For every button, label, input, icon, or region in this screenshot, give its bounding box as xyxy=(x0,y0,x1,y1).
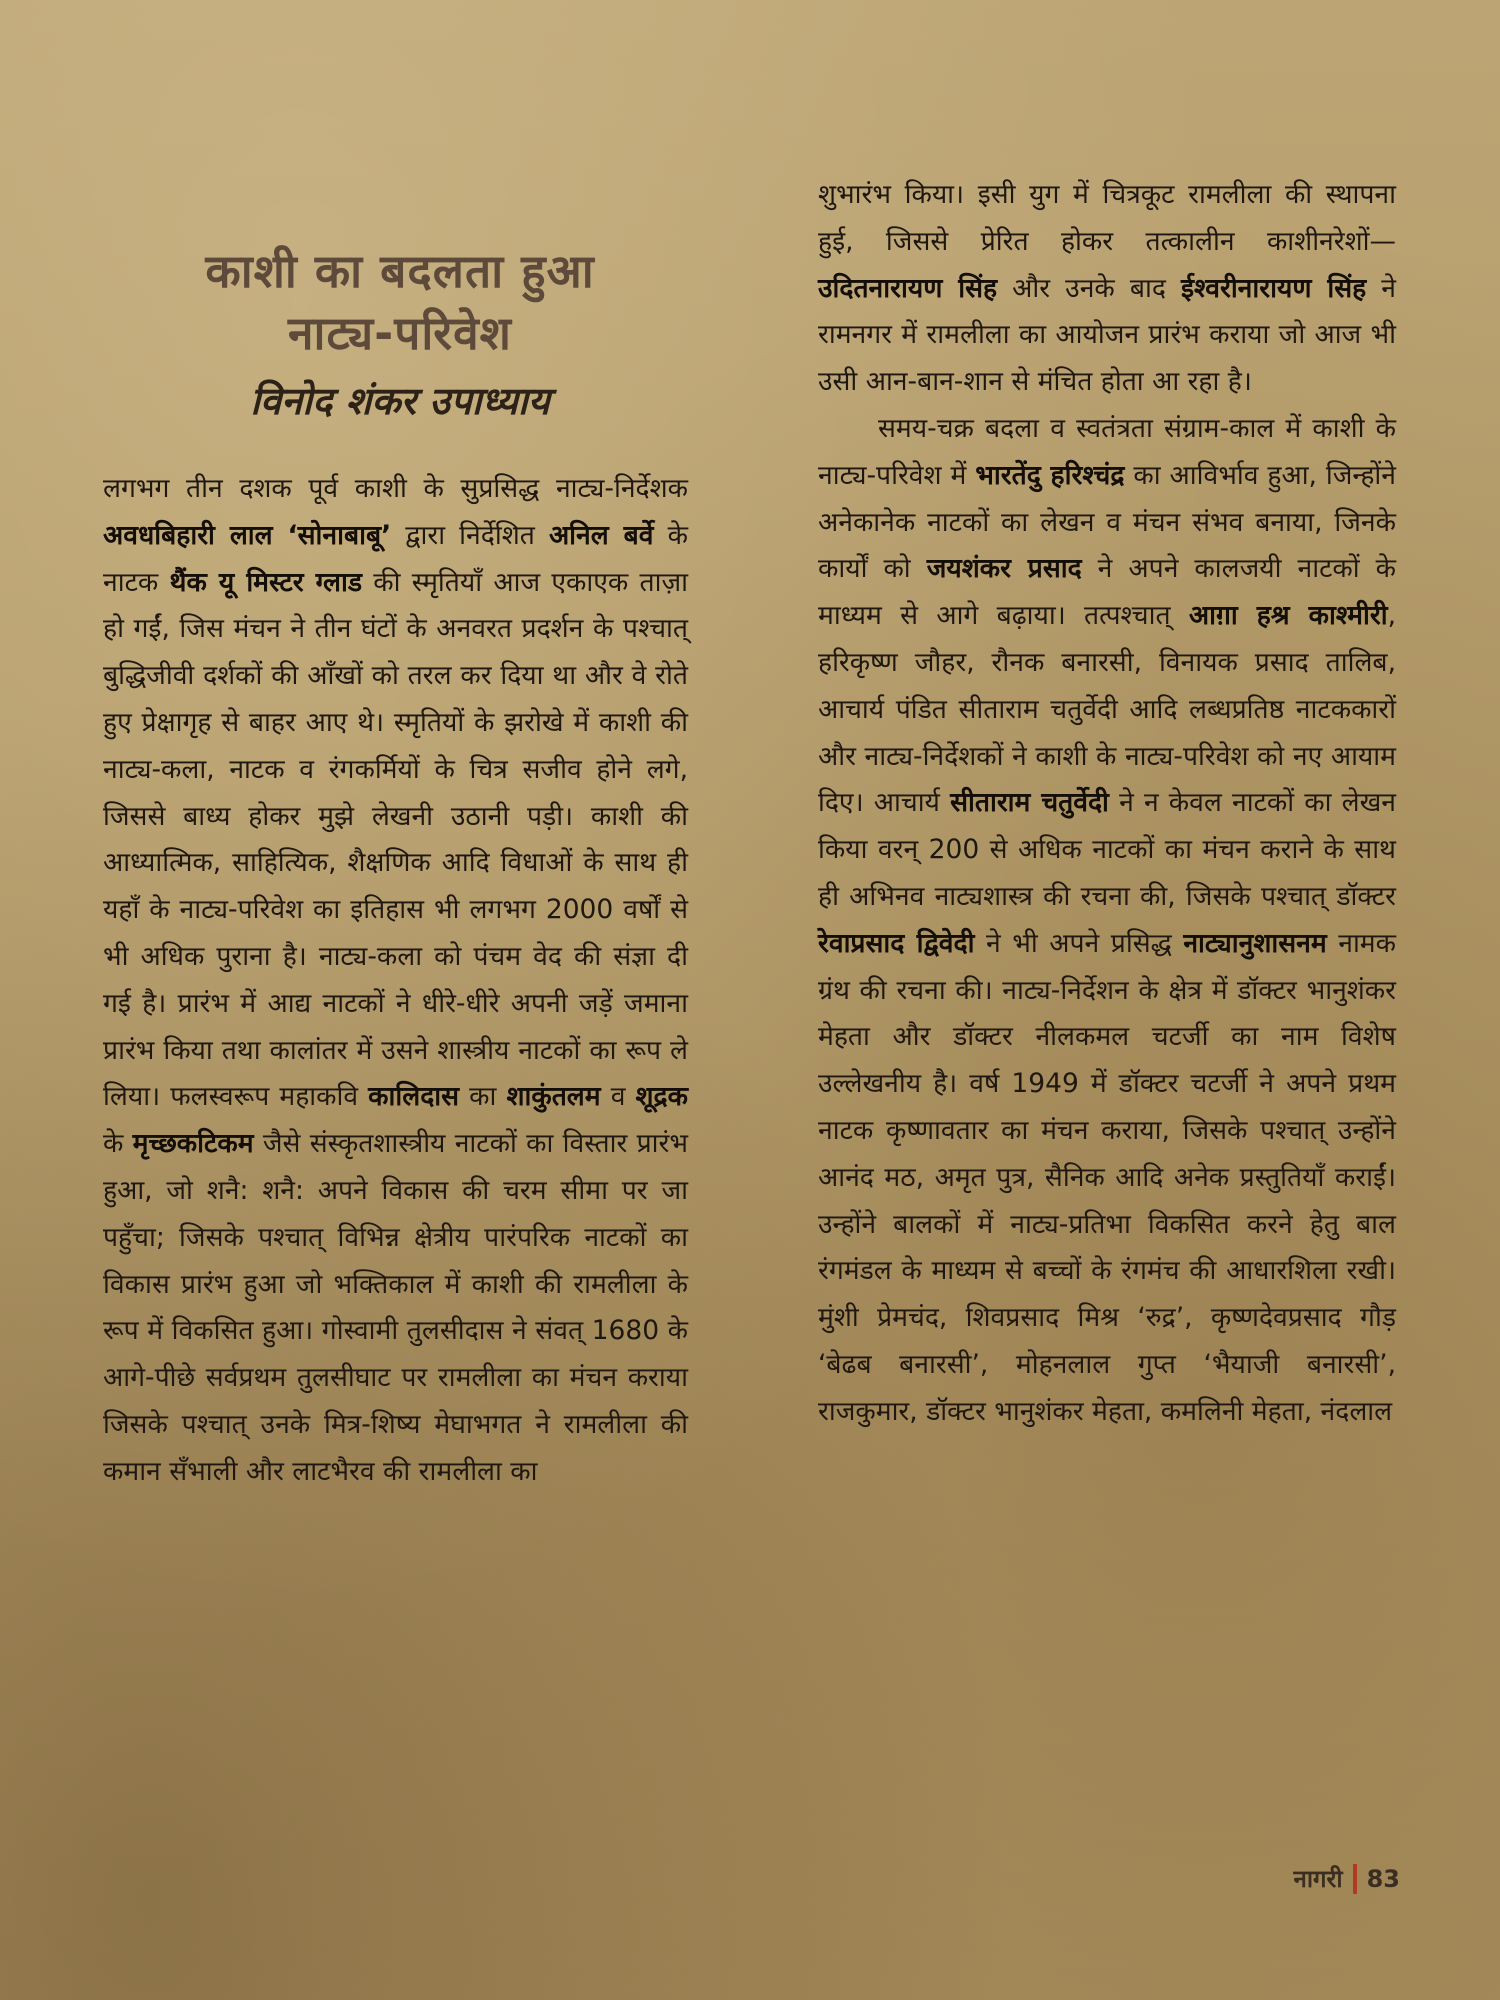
bold-term: ईश्वरीनारायण सिंह xyxy=(1180,272,1367,304)
bold-term: थैंक यू मिस्टर ग्लाड xyxy=(169,566,363,598)
bold-term: रेवाप्रसाद द्विवेदी xyxy=(818,927,975,959)
footer-divider xyxy=(1353,1864,1357,1894)
page-footer xyxy=(1294,1862,1401,1895)
left-column xyxy=(103,466,688,1496)
text-run: , हरिकृष्ण जौहर, रौनक बनारसी, विनायक प्रसाद तालिब, आचार्य पंडित सीताराम चतुर्वेदी आदि लब्धप्रतिष्ठ नाटककारों और नाट्य-निर्देशकों ने काशी के नाट्य-परिवेश को नए आयाम दिए। आचार्य xyxy=(818,600,1396,819)
right-paragraph-2 xyxy=(818,406,1396,1436)
article-title-line-1: काशी का बदलता हुआ xyxy=(205,244,595,298)
bold-term: अवधबिहारी लाल ‘सोनाबाबू’ xyxy=(103,519,392,551)
bold-term: नाट्यानुशासनम xyxy=(1183,927,1327,959)
text-run: और उनके बाद xyxy=(997,272,1181,304)
bold-term: शूद्रक xyxy=(635,1081,688,1113)
bold-term: अनिल बर्वे xyxy=(548,519,654,551)
right-paragraph-1 xyxy=(818,172,1396,406)
text-run: द्वारा निर्देशित xyxy=(391,519,549,551)
text-run: लगभग तीन दशक पूर्व काशी के सुप्रसिद्ध नाट्य-निर्देशक xyxy=(103,473,688,504)
bold-term: मृच्छकटिकम xyxy=(132,1128,254,1160)
bold-term: कालिदास xyxy=(368,1081,460,1113)
page-number: 83 xyxy=(1366,1864,1400,1893)
text-run: शुभारंभ किया। इसी युग में चित्रकूट रामलीला की स्थापना हुई, जिससे प्रेरित होकर तत्कालीन काशीनरेशों— xyxy=(818,179,1396,257)
bold-term: भारतेंदु हरिश्चंद्र xyxy=(975,459,1125,491)
text-run: के नाटक xyxy=(103,519,688,598)
text-run: समय-चक्र बदला व स्वतंत्रता संग्राम-काल में काशी के नाट्य-परिवेश में xyxy=(818,412,1396,491)
text-run: के xyxy=(103,1128,133,1160)
article-header xyxy=(100,240,700,426)
bold-term: आग़ा हश्र काश्मीरी xyxy=(1188,600,1388,632)
bold-term: शाकुंतलम xyxy=(506,1081,601,1113)
text-run: का xyxy=(459,1081,507,1113)
text-run: ने न केवल नाटकों का लेखन किया वरन् 200 से अधिक नाटकों का मंचन कराने के साथ ही अभिनव नाट्यशास्त्र की रचना की, जिसके पश्चात् डॉक्टर xyxy=(818,787,1397,912)
left-paragraph-1 xyxy=(103,466,688,1496)
text-run: जैसे संस्कृतशास्त्रीय नाटकों का विस्तार प्रारंभ हुआ, जो शनै: शनै: अपने विकास की चरम सीमा पर जा पहुँचा; जिसके पश्चात् विभिन्न क्षेत्रीय पारंपरिक नाटकों का विकास प्रारंभ हुआ जो भक्तिकाल में काशी की रामलीला के रूप में विकसित हुआ। गोस्वामी तुलसीदास ने संवत् 1680 के आगे-पीछे सर्वप्रथम तुलसीघाट पर रामलीला का मंचन कराया जिसके पश्चात् उनके मित्र-शिष्य मेघाभगत ने रामलीला की कमान सँभाली और लाटभैरव की रामलीला का xyxy=(103,1128,688,1487)
bold-term: सीताराम चतुर्वेदी xyxy=(950,787,1109,819)
text-run: नामक ग्रंथ की रचना की। नाट्य-निर्देशन के क्षेत्र में डॉक्टर भानुशंकर मेहता और डॉक्टर नीलकमल चटर्जी का नाम विशेष उल्लेखनीय है। वर्ष 1949 में डॉक्टर चटर्जी ने अपने प्रथम नाटक कृष्णावतार का मंचन कराया, जिसके पश्चात् उन्होंने आनंद मठ, अमृत पुत्र, सैनिक आदि अनेक प्रस्तुतियाँ कराईं। उन्होंने बालकों में नाट्य-प्रतिभा विकसित करने हेतु बाल रंगमंडल के माध्यम से बच्चों के रंगमंच की आधारशिला रखी। मुंशी प्रेमचंद, शिवप्रसाद मिश्र ‘रुद्र’, कृष्णदेवप्रसाद गौड़ ‘बेढब बनारसी’, मोहनलाल गुप्त ‘भैयाजी बनारसी’, राजकुमार, डॉक्टर भानुशंकर मेहता, कमलिनी मेहता, नंदलाल xyxy=(818,927,1397,1427)
bold-term: जयशंकर प्रसाद xyxy=(926,553,1082,585)
article-author: विनोद शंकर उपाध्याय xyxy=(250,378,550,423)
article-title-line-2: नाट्य-परिवेश xyxy=(288,306,512,360)
text-run: ने अपने कालजयी नाटकों के माध्यम से आगे बढ़ाया। तत्पश्चात् xyxy=(818,553,1396,632)
text-run: ने भी अपने प्रसिद्ध xyxy=(974,927,1184,959)
right-column xyxy=(818,172,1396,1436)
text-run: की स्मृतियाँ आज एकाएक ताज़ा हो गईं, जिस मंचन ने तीन घंटों के अनवरत प्रदर्शन के पश्चात् बुद्धिजीवी दर्शकों की आँखों को तरल कर दिया था और वे रोते हुए प्रेक्षागृह से बाहर आए थे। स्मृतियों के झरोखे में काशी की नाट्य-कला, नाटक व रंगकर्मियों के चित्र सजीव होने लगे, जिससे बाध्य होकर मुझे लेखनी उठानी पड़ी। काशी की आध्यात्मिक, साहित्यिक, शैक्षणिक आदि विधाओं के साथ ही यहाँ के नाट्य-परिवेश का इतिहास भी लगभग 2000 वर्षों से भी अधिक पुराना है। नाट्य-कला को पंचम वेद की संज्ञा दी गई है। प्रारंभ में आद्य नाटकों ने धीरे-धीरे अपनी जड़ें जमाना प्रारंभ किया तथा कालांतर में उसने शास्त्रीय नाटकों का रूप ले लिया। फलस्वरूप महाकवि xyxy=(103,566,689,1113)
magazine-name: नागरी xyxy=(1293,1865,1343,1893)
text-run: का आविर्भाव हुआ, जिन्होंने अनेकानेक नाटकों का लेखन व मंचन संभव बनाया, जिनके कार्यों को xyxy=(818,459,1396,585)
bold-term: उदितनारायण सिंह xyxy=(818,272,998,304)
text-run: व xyxy=(600,1081,636,1113)
text-run: ने रामनगर में रामलीला का आयोजन प्रारंभ कराया जो आज भी उसी आन-बान-शान से मंचित होता आ रहा है। xyxy=(818,272,1396,398)
